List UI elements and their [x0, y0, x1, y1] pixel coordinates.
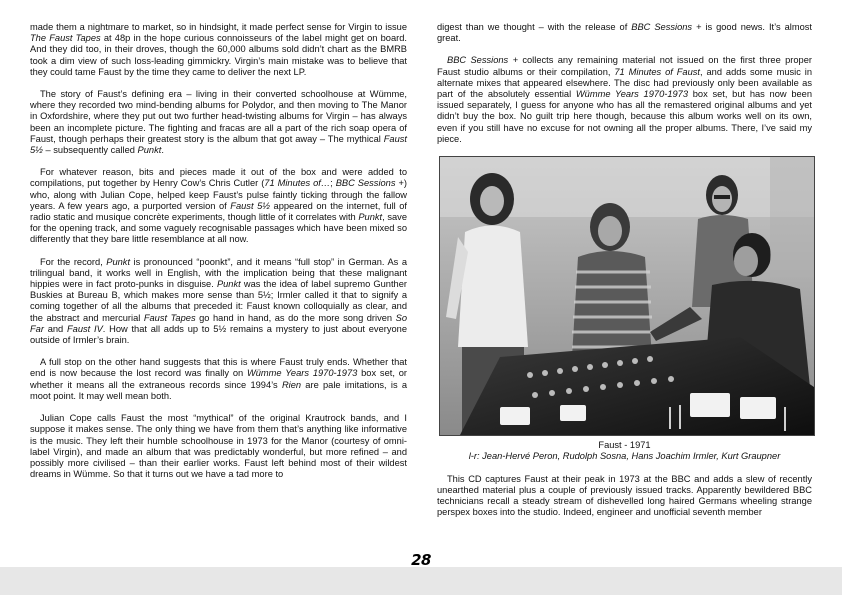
text: The story of Faust’s defining era – living in their converted schoolhouse at Wümme, where they recorded two mind-bending albums for Polydor, and then moving to The Manor in Oxfordshire, where they put out two further head-twisting albums for Virgin – has always been an incomplete picture. The fighting and fracas are all a part of the rich soap opera of Faust, though perhaps their greatest story is the album that got away – The mythical	[30, 89, 407, 144]
paragraph	[437, 474, 812, 519]
text: – subsequently called	[42, 145, 138, 156]
album-title: BBC Sessions +	[447, 55, 518, 66]
text: .	[161, 145, 164, 156]
paragraph	[437, 22, 812, 44]
text: digest than we thought – with the release of	[437, 22, 632, 32]
album-title: Punkt	[137, 145, 162, 156]
text: appeared on the internet, full of radio static and musique concrète experiments, though little of it correlates with	[30, 200, 407, 223]
text: +) who, along with Julian Cope, helped keep Faust’s pulse faintly ticking through the fallow years. A few years ago, a purported version of	[30, 178, 407, 211]
text: is good news. It’s almost great.	[437, 22, 812, 44]
band-photo-illustration	[440, 157, 814, 435]
caption-title: Faust - 1971	[598, 440, 651, 451]
album-title: BBC Sessions	[335, 178, 396, 189]
paragraph	[30, 257, 407, 347]
text: box set, but has now been issued separately, I guess for anyone who has all the remastered original albums and yet didn’t buy the box. No guilt trip here though, because this album works well on its own, even if you still have no excuse for not owning all the proper albums. There, I’ve said my piece.	[437, 89, 812, 144]
text: This CD captures Faust at their peak in 1973 at the BBC and adds a slew of recently unearthed material plus a couple of previously issued tracks. Apparently bewildered BBC technicians recall a steady stream of dishevelled long haired Germans wheeling strange perspex boxes into the studio. Indeed, engineer and unofficial seventh member	[437, 473, 812, 518]
right-column	[437, 22, 812, 530]
paragraph	[437, 55, 812, 145]
album-title: Faust Tapes	[143, 312, 196, 323]
text: ;	[330, 178, 336, 189]
text: go hand in hand, as do the more song driven	[195, 312, 396, 323]
album-title: So Far	[30, 312, 407, 334]
album-title: Faust 5½	[30, 133, 407, 156]
paragraph	[30, 167, 407, 245]
text: For whatever reason, bits and pieces made it out of the box and were added to compilations, put together by Henry Cow’s Chris Cutler (	[30, 167, 407, 189]
text: , and adds some music in alternate mixes that appeared elsewhere. The disc had previously only been available as part of the absolutely essential	[437, 66, 812, 100]
paragraph	[30, 89, 407, 156]
text: collects any remaining material not issued on the first three proper Faust studio albums or their compilation,	[437, 55, 812, 77]
paragraph	[30, 413, 407, 480]
text: A full stop on the other hand suggests that this is where Faust truly ends. Whether that end is now because the lost record was finally on	[30, 357, 407, 379]
text: was the idea of label supremo Gunther Buskies at Bureau B, which makes more sense than 5½; Irmler called it that to signify a coming together of all the albums that preceded it: Faust known colloquially as clear, and the abstract and mercurial	[30, 279, 407, 323]
album-title: 71 Minutes of Faust	[614, 66, 700, 77]
photo-caption	[437, 440, 812, 463]
text: are pale imitations, is a moot point. It may well mean both.	[30, 379, 408, 401]
album-title: Wümme Years 1970-1973	[575, 89, 689, 100]
paragraph	[30, 22, 407, 78]
text: and	[43, 323, 67, 334]
text: Julian Cope calls Faust the most “mythical” of the original Krautrock bands, and I suppose it makes sense. The only thing we have from them that’s anything like informative is the music. They left their humble schoolhouse in 1973 for the Manor (courtesy of omni-label Virgin), and made an album that was predictably wonderful, but more refined – and possibly more civilised – than their earlier works. Faust left behind most of their wildest dreams in Wümme. So that it turns out we have a tad more to	[30, 413, 407, 480]
album-title: BBC Sessions +	[631, 22, 702, 32]
album-title: Punkt	[106, 256, 131, 267]
page-number: 28	[411, 551, 431, 567]
album-title: Wümme Years 1970-1973	[246, 368, 358, 379]
album-title: The Faust Tapes	[30, 33, 101, 44]
text: box set, or whether it means all the extraneous records since 1994’s	[30, 368, 407, 390]
text: . How that all adds up to 5½ remains a mystery to just about everyone outside of Irmler’s brain.	[30, 323, 407, 346]
paragraph	[30, 357, 407, 402]
text: made them a nightmare to market, so in hindsight, it made perfect sense for Virgin to issue	[30, 22, 407, 32]
band-photo	[439, 156, 815, 436]
left-column	[30, 22, 407, 491]
text: at 48p in the hope curious connoisseurs of the label might get on board. And they did too, in their droves, though the 60,000 albums sold didn’t chart as the BMRB took a dim view of such loss-leading gimmickry. Virgin’s main mistake was to believe that they could tame Faust by the time they came to deliver the next LP.	[30, 33, 407, 77]
album-title: Rien	[281, 379, 302, 390]
text: is pronounced “poonkt”, and it means “full stop” in German. As a trilingual band, it works well in English, with the implication being that these malignant hippies were in fact proto-punks in disguise.	[30, 256, 407, 290]
album-title: Faust 5½	[230, 200, 270, 211]
text: For the record,	[40, 256, 107, 267]
text: , save for the opening track, and some vaguely recognisable passages which have been mixed so differently that they bare little resemblance at all now.	[30, 212, 407, 245]
caption-credits: l-r: Jean-Hervé Peron, Rudolph Sosna, Hans Joachim Irmler, Kurt Graupner	[468, 451, 781, 462]
album-title: Punkt	[358, 212, 383, 223]
album-title: Faust IV	[66, 323, 103, 334]
album-title: Punkt	[216, 279, 241, 290]
album-title: 71 Minutes of…	[264, 178, 331, 189]
